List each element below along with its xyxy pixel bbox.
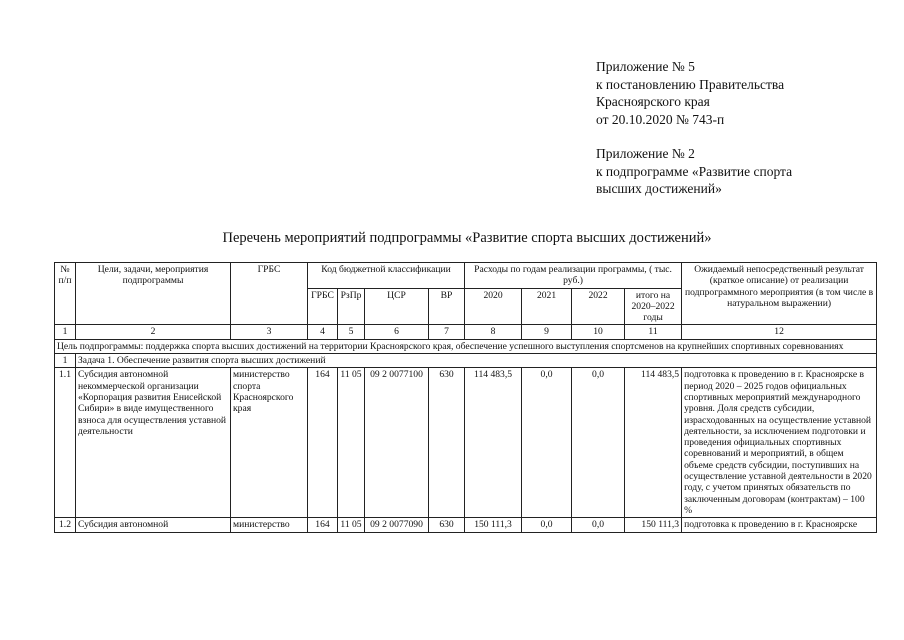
column-number: 5 (338, 325, 365, 339)
row-2021: 0,0 (522, 368, 572, 518)
row-2022: 0,0 (572, 368, 625, 518)
measures-table (54, 262, 877, 533)
task-text: Задача 1. Обеспечение развития спорта высших достижений (76, 354, 877, 368)
row-total: 150 111,3 (625, 518, 682, 532)
row-name: Субсидия автономной (76, 518, 231, 532)
row-vr: 630 (429, 368, 465, 518)
document-title: Перечень мероприятий подпрограммы «Развитие спорта высших достижений» (222, 230, 712, 246)
column-number: 7 (429, 325, 465, 339)
row-name: Субсидия автономной некоммерческой организации «Корпорация развития Енисейской Сибири» в виде имущественного взноса для осуществления уставной деятельности (76, 368, 231, 518)
goal-row (55, 339, 877, 353)
column-numbers-row (55, 325, 877, 339)
header-line: к подпрограмме «Развитие спорта (596, 163, 793, 179)
column-number: 10 (572, 325, 625, 339)
col-goals-header: Цели, задачи, мероприятия подпрограммы (76, 263, 231, 325)
row-2020: 114 483,5 (465, 368, 522, 518)
header-line: Красноярского края (596, 94, 710, 109)
column-number: 4 (308, 325, 338, 339)
column-number: 3 (231, 325, 308, 339)
col-vr-header: ВР (429, 288, 465, 325)
column-number: 9 (522, 325, 572, 339)
task-num: 1 (55, 354, 76, 368)
row-csr: 09 2 0077100 (365, 368, 429, 518)
column-number: 11 (625, 325, 682, 339)
column-number: 12 (682, 325, 877, 339)
header-line: высших достижений» (596, 181, 722, 196)
column-number: 2 (76, 325, 231, 339)
row-total: 114 483,5 (625, 368, 682, 518)
column-number: 1 (55, 325, 76, 339)
row-code-grbs: 164 (308, 518, 338, 532)
col-num-header: № п/п (55, 263, 76, 325)
goal-text: Цель подпрограммы: поддержка спорта высших достижений на территории Красноярского края, обеспечение успешного выступления спортсменов на крупнейших спортивных соревнованиях (55, 339, 877, 353)
col-2020-header: 2020 (465, 288, 522, 325)
row-code-grbs: 164 (308, 368, 338, 518)
row-grbs: министерство (231, 518, 308, 532)
row-2020: 150 111,3 (465, 518, 522, 532)
row-result: подготовка к проведению в г. Красноярске (682, 518, 877, 532)
col-expenses-group-header: Расходы по годам реализации программы, ( тыс. руб.) (465, 263, 682, 289)
row-num: 1.1 (55, 368, 76, 518)
col-2022-header: 2022 (572, 288, 625, 325)
appendix-5-header (596, 58, 784, 128)
column-number: 6 (365, 325, 429, 339)
row-vr: 630 (429, 518, 465, 532)
appendix-2-header (596, 145, 792, 198)
task-row (55, 354, 877, 368)
col-2021-header: 2021 (522, 288, 572, 325)
table-header-row (55, 263, 877, 289)
row-rzpr: 11 05 (338, 368, 365, 518)
row-2021: 0,0 (522, 518, 572, 532)
col-rzpr-header: РзПр (338, 288, 365, 325)
table-row (55, 368, 877, 518)
column-number: 8 (465, 325, 522, 339)
header-line: Приложение № 5 (596, 59, 695, 74)
row-grbs: министерство спорта Красноярского края (231, 368, 308, 518)
row-2022: 0,0 (572, 518, 625, 532)
col-grbs-header: ГРБС (231, 263, 308, 325)
row-csr: 09 2 0077090 (365, 518, 429, 532)
header-line: Приложение № 2 (596, 146, 695, 161)
col-csr-header: ЦСР (365, 288, 429, 325)
col-code-grbs-header: ГРБС (308, 288, 338, 325)
header-line: к постановлению Правительства (596, 76, 785, 92)
table-row (55, 518, 877, 532)
row-result: подготовка к проведению в г. Красноярске в период 2020 – 2025 годов официальных спортивных мероприятий международного уровня. Доля средств субсидии, израсходованных на осуществление уставной деятельности, за исключением подготовки и проведения официальных спортивных соревнований и мероприятий, в общем объеме средств субсидии, поступивших на осуществление уставной деятельности в 2020 году, с учетом принятых обязательств по заключенным договорам (контрактам) – 100 % (682, 368, 877, 518)
col-code-group-header: Код бюджетной классификации (308, 263, 465, 289)
col-result-header: Ожидаемый непосредственный результат (краткое описание) от реализации подпрограммного мероприятия (в том числе в натуральном выражении) (682, 263, 877, 325)
header-line: от 20.10.2020 № 743-п (596, 111, 725, 127)
row-rzpr: 11 05 (338, 518, 365, 532)
row-num: 1.2 (55, 518, 76, 532)
col-total-header: итого на 2020–2022 годы (625, 288, 682, 325)
